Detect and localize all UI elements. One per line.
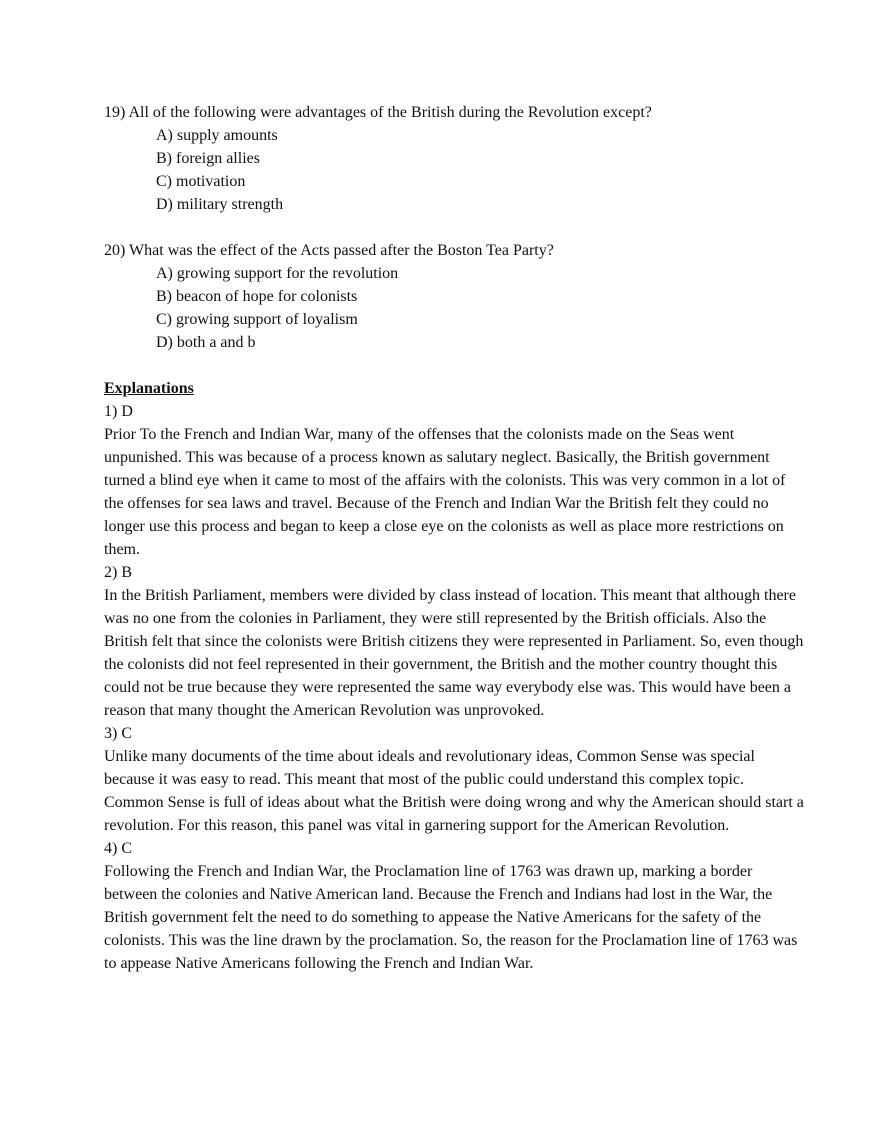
option-b: B) foreign allies (156, 150, 260, 167)
option-c: C) growing support of loyalism (156, 311, 358, 328)
question-text: 19) All of the following were advantages of the British during the Revolution except? (104, 104, 652, 121)
option-d: D) military strength (156, 196, 284, 213)
option-a: A) growing support for the revolution (156, 265, 399, 282)
explanation-2: In the British Parliament, members were divided by class instead of location. This meant that although there was no one from the colonies in Parliament, they were still represented by the British officials. Also the British felt that since the colonists were British citizens they were represented in Parliament. So, even though the colonists did not feel represented in their government, the British and the mother country thought this could not be true because they were represented the same way everybody else was. This would have been a reason that many thought the American Revolution was unprovoked. (104, 587, 804, 719)
section-heading: Explanations (104, 380, 194, 397)
question-text: 20) What was the effect of the Acts passed after the Boston Tea Party? (104, 242, 554, 259)
option-c: C) motivation (156, 173, 246, 190)
document-page (104, 101, 804, 975)
question-19 (104, 101, 804, 216)
explanations-section (104, 377, 804, 975)
option-d: D) both a and b (156, 334, 256, 351)
spacer (104, 216, 804, 239)
answer-key-1: 1) D (104, 403, 133, 420)
explanation-4: Following the French and Indian War, the Proclamation line of 1763 was drawn up, marking a border between the colonies and Native American land. Because the French and Indians had lost in the War, the British government felt the need to do something to appease the Native Americans for the safety of the colonists. This was the line drawn by the proclamation. So, the reason for the Proclamation line of 1763 was to appease Native Americans following the French and Indian War. (104, 863, 798, 972)
answer-key-3: 3) C (104, 725, 132, 742)
question-20 (104, 239, 804, 354)
answer-options (104, 262, 804, 354)
option-a: A) supply amounts (156, 127, 278, 144)
explanation-3: Unlike many documents of the time about ideals and revolutionary ideas, Common Sense was special because it was easy to read. This meant that most of the public could understand this complex topic. Common Sense is full of ideas about what the British were doing wrong and why the American should start a revolution. For this reason, this panel was vital in garnering support for the American Revolution. (104, 748, 804, 834)
answer-key-4: 4) C (104, 840, 132, 857)
spacer (104, 354, 804, 377)
option-b: B) beacon of hope for colonists (156, 288, 358, 305)
explanation-1: Prior To the French and Indian War, many of the offenses that the colonists made on the Seas went unpunished. This was because of a process known as salutary neglect. Basically, the British government turned a blind eye when it came to most of the affairs with the colonists. This was very common in a lot of the offenses for sea laws and travel. Because of the French and Indian War the British felt they could no longer use this process and began to keep a close eye on the colonists as well as place more restrictions on them. (104, 426, 786, 558)
answer-key-2: 2) B (104, 564, 132, 581)
answer-options (104, 124, 804, 216)
